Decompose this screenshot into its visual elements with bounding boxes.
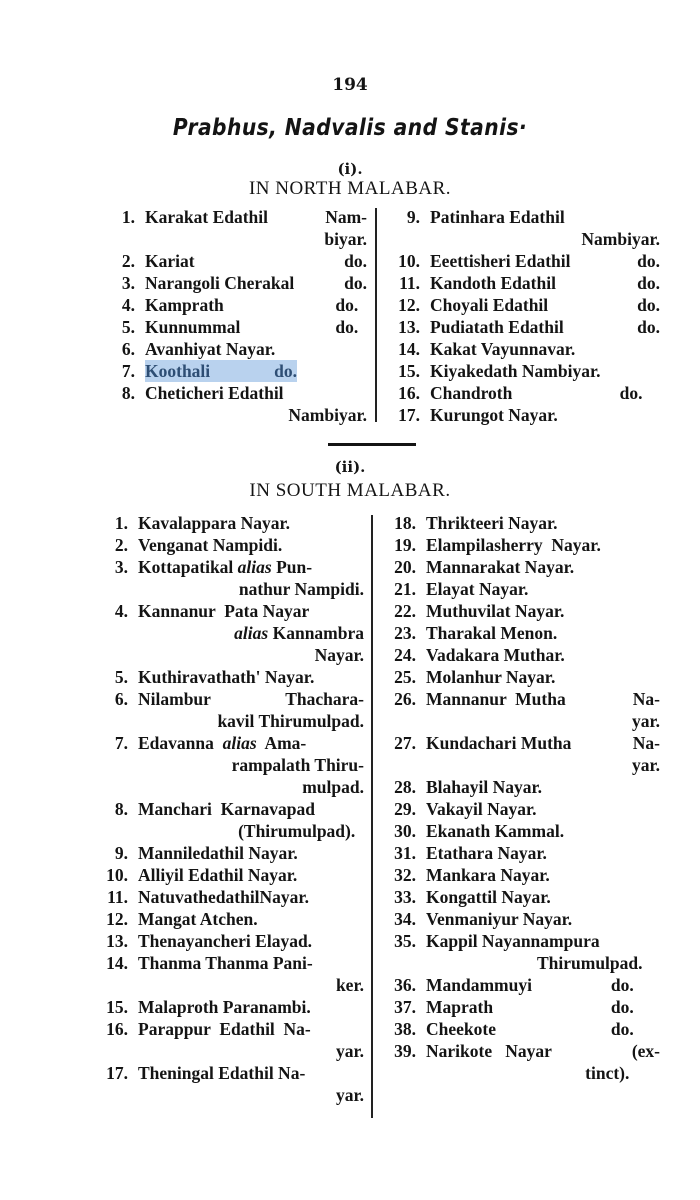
entry-name xyxy=(145,316,367,338)
entry-number: 5. xyxy=(121,317,135,337)
entry-name xyxy=(430,272,660,294)
list-entry xyxy=(380,338,660,360)
entry-number: 3. xyxy=(114,557,128,577)
entry-name xyxy=(430,316,660,338)
entry-line: Kiyakedath Nambiyar. xyxy=(430,361,601,381)
entry-line: Kuthiravathath' Nayar. xyxy=(138,667,315,687)
entry-line: Nambiyar. xyxy=(581,229,660,249)
entry-number: 6. xyxy=(114,689,128,709)
list-entry xyxy=(376,842,660,864)
entry-number: 8. xyxy=(114,799,128,819)
list-entry xyxy=(95,250,367,272)
entry-name xyxy=(426,996,660,1018)
entry-number: 14. xyxy=(106,953,128,973)
entry-line: Karakat Edathil Nam- xyxy=(145,207,367,227)
entry-line: Nayar. xyxy=(314,645,364,665)
page-number: 194 xyxy=(332,75,368,95)
entry-name xyxy=(426,600,660,622)
entry-number: 1. xyxy=(114,513,128,533)
entry-line: Theningal Edathil Na- xyxy=(138,1063,306,1083)
entry-line: Cheticheri Edathil xyxy=(145,383,284,403)
entry-line: Muthuvilat Nayar. xyxy=(426,601,565,621)
entry-line: Nambiyar. xyxy=(288,405,367,425)
entry-name xyxy=(430,404,660,426)
entry-line: Kannanur Pata Nayar xyxy=(138,601,310,621)
entry-number: 30. xyxy=(394,821,416,841)
list-entry xyxy=(95,206,367,250)
entry-name xyxy=(138,534,364,556)
list-entry xyxy=(88,864,364,886)
entry-number: 26. xyxy=(394,689,416,709)
south-section-heading: IN SOUTH MALABAR. xyxy=(249,480,451,501)
list-entry xyxy=(376,1040,660,1084)
entry-name xyxy=(138,1018,364,1062)
entry-number: 8. xyxy=(121,383,135,403)
entry-line: mulpad. xyxy=(302,777,364,797)
entry-line: Molanhur Nayar. xyxy=(426,667,556,687)
entry-number: 4. xyxy=(114,601,128,621)
entry-number: 9. xyxy=(406,207,420,227)
list-entry xyxy=(376,666,660,688)
entry-line: Kappil Nayannampura xyxy=(426,931,600,951)
entry-name xyxy=(145,382,367,426)
entry-number: 34. xyxy=(394,909,416,929)
alias-italic: alias xyxy=(234,623,269,643)
entry-name xyxy=(430,294,660,316)
entry-line: Mankara Nayar. xyxy=(426,865,550,885)
entry-number: 37. xyxy=(394,997,416,1017)
list-entry xyxy=(376,776,660,798)
list-entry xyxy=(380,206,660,250)
list-entry xyxy=(88,996,364,1018)
entry-line: NatuvathedathilNayar. xyxy=(138,887,309,907)
entry-line: Tharakal Menon. xyxy=(426,623,558,643)
entry-line: Kunnummal do. xyxy=(145,317,367,337)
entry-line: Pudiatath Edathil do. xyxy=(430,317,660,337)
entry-number: 16. xyxy=(398,383,420,403)
entry-line: Elayat Nayar. xyxy=(426,579,529,599)
entry-line: Thrikteeri Nayar. xyxy=(426,513,558,533)
entry-name xyxy=(145,360,367,382)
list-entry xyxy=(376,974,660,996)
entry-line: Venmaniyur Nayar. xyxy=(426,909,573,929)
entry-line: Parappur Edathil Na- xyxy=(138,1019,311,1039)
entry-number: 3. xyxy=(121,273,135,293)
list-entry xyxy=(88,842,364,864)
entry-number: 33. xyxy=(394,887,416,907)
entry-number: 14. xyxy=(398,339,420,359)
entry-line: ker. xyxy=(335,975,364,995)
list-entry xyxy=(380,382,660,404)
entry-name xyxy=(426,534,660,556)
entry-name xyxy=(426,1018,660,1040)
entry-number: 11. xyxy=(399,273,420,293)
entry-line: Edavanna alias Ama- xyxy=(138,733,307,753)
entry-number: 21. xyxy=(394,579,416,599)
entry-line: Alliyil Edathil Nayar. xyxy=(138,865,298,885)
entry-line: yar. xyxy=(335,1041,364,1061)
entry-line: Eeettisheri Edathil do. xyxy=(430,251,660,271)
entry-name xyxy=(145,294,367,316)
entry-name xyxy=(430,338,660,360)
list-entry xyxy=(88,930,364,952)
entry-number: 20. xyxy=(394,557,416,577)
entry-line: Thirumulpad. xyxy=(536,953,660,973)
entry-name xyxy=(145,250,367,272)
list-entry xyxy=(95,338,367,360)
list-entry xyxy=(380,316,660,338)
list-entry xyxy=(376,600,660,622)
entry-name xyxy=(138,996,364,1018)
entry-line: (Thirumulpad). xyxy=(238,821,364,841)
entry-line: yar. xyxy=(335,1085,364,1105)
entry-name xyxy=(426,578,660,600)
entry-number: 17. xyxy=(398,405,420,425)
list-entry xyxy=(88,798,364,842)
north-right-column xyxy=(380,206,660,426)
entry-number: 36. xyxy=(394,975,416,995)
list-entry xyxy=(88,1018,364,1062)
list-entry xyxy=(380,272,660,294)
list-entry xyxy=(88,534,364,556)
entry-line: Vadakara Muthar. xyxy=(426,645,565,665)
entry-name xyxy=(138,908,364,930)
south-section-number: (ii). xyxy=(334,458,366,476)
entry-line: Manniledathil Nayar. xyxy=(138,843,298,863)
entry-line: Mangat Atchen. xyxy=(138,909,258,929)
entry-line: tinct). xyxy=(585,1063,660,1083)
entry-line: Malaproth Paranambi. xyxy=(138,997,311,1017)
south-right-column xyxy=(376,512,660,1084)
entry-number: 16. xyxy=(106,1019,128,1039)
list-entry xyxy=(376,930,660,974)
entry-name xyxy=(426,688,660,732)
entry-number: 2. xyxy=(114,535,128,555)
entry-name xyxy=(138,600,364,666)
entry-name xyxy=(426,908,660,930)
entry-number: 18. xyxy=(394,513,416,533)
north-column-divider xyxy=(375,208,377,422)
list-entry xyxy=(376,732,660,776)
entry-name xyxy=(426,930,660,974)
list-entry xyxy=(95,294,367,316)
entry-number: 32. xyxy=(394,865,416,885)
entry-name xyxy=(138,666,364,688)
entry-name xyxy=(138,842,364,864)
entry-number: 7. xyxy=(114,733,128,753)
entry-number: 17. xyxy=(106,1063,128,1083)
entry-name xyxy=(138,952,364,996)
entry-number: 10. xyxy=(398,251,420,271)
entry-line: Avanhiyat Nayar. xyxy=(145,339,276,359)
entry-number: 35. xyxy=(394,931,416,951)
list-entry xyxy=(380,294,660,316)
list-entry xyxy=(376,644,660,666)
list-entry xyxy=(88,556,364,600)
entry-line: Patinhara Edathil xyxy=(430,207,565,227)
list-entry xyxy=(95,316,367,338)
entry-name xyxy=(426,864,660,886)
north-section-heading: IN NORTH MALABAR. xyxy=(248,178,452,199)
list-entry xyxy=(95,360,367,382)
entry-line: Elampilasherry Nayar. xyxy=(426,535,601,555)
entry-name xyxy=(138,798,364,842)
entry-number: 6. xyxy=(121,339,135,359)
list-entry xyxy=(376,1018,660,1040)
entry-name xyxy=(430,206,660,250)
entry-number: 2. xyxy=(121,251,135,271)
list-entry xyxy=(380,250,660,272)
entry-name xyxy=(145,206,367,250)
list-entry xyxy=(95,382,367,426)
entry-name xyxy=(430,250,660,272)
entry-line: Etathara Nayar. xyxy=(426,843,547,863)
entry-name xyxy=(426,974,660,996)
alias-italic: alias xyxy=(237,557,272,577)
list-entry xyxy=(376,886,660,908)
entry-name xyxy=(426,556,660,578)
entry-number: 11. xyxy=(107,887,128,907)
entry-line: Narangoli Cherakal do. xyxy=(145,273,367,293)
entry-number: 39. xyxy=(394,1041,416,1061)
entry-line: Nilambur Thachara- xyxy=(138,689,364,709)
entry-line: Manchari Karnavapad xyxy=(138,799,315,819)
entry-line: Mannanur Mutha Na- xyxy=(426,689,660,709)
entry-number: 29. xyxy=(394,799,416,819)
entry-name xyxy=(145,338,367,360)
entry-name xyxy=(426,886,660,908)
list-entry xyxy=(376,512,660,534)
entry-line: Mandammuyi do. xyxy=(426,975,660,995)
entry-line: Maprath do. xyxy=(426,997,660,1017)
alias-italic: alias xyxy=(222,733,257,753)
entry-line: Kandoth Edathil do. xyxy=(430,273,660,293)
list-entry xyxy=(376,864,660,886)
entry-name xyxy=(138,732,364,798)
entry-line: biyar. xyxy=(324,229,367,249)
section-rule xyxy=(328,443,416,446)
entry-line: Kariat do. xyxy=(145,251,367,271)
list-entry xyxy=(88,886,364,908)
entry-number: 13. xyxy=(106,931,128,951)
entry-name xyxy=(138,688,364,732)
list-entry xyxy=(88,908,364,930)
entry-name xyxy=(426,776,660,798)
entry-number: 28. xyxy=(394,777,416,797)
south-left-column xyxy=(88,512,364,1106)
entry-number: 9. xyxy=(114,843,128,863)
list-entry xyxy=(380,360,660,382)
list-entry xyxy=(376,688,660,732)
list-entry xyxy=(376,578,660,600)
entry-number: 25. xyxy=(394,667,416,687)
entry-name xyxy=(138,886,364,908)
entry-name xyxy=(426,512,660,534)
list-entry xyxy=(376,556,660,578)
north-left-column xyxy=(95,206,367,426)
entry-number: 22. xyxy=(394,601,416,621)
entry-line: Mannarakat Nayar. xyxy=(426,557,575,577)
entry-line: Thanma Thanma Pani- xyxy=(138,953,313,973)
entry-line: Kottapatikal alias Pun- xyxy=(138,557,313,577)
entry-number: 12. xyxy=(106,909,128,929)
list-entry xyxy=(376,996,660,1018)
entry-line: Narikote Nayar (ex- xyxy=(426,1041,660,1061)
entry-line: Kakat Vayunnavar. xyxy=(430,339,576,359)
entry-number: 12. xyxy=(398,295,420,315)
entry-number: 15. xyxy=(398,361,420,381)
entry-line: Kamprath do. xyxy=(145,295,367,315)
list-entry xyxy=(88,732,364,798)
list-entry xyxy=(380,404,660,426)
entry-name xyxy=(426,644,660,666)
entry-line xyxy=(145,360,367,382)
entry-line: Kundachari Mutha Na- xyxy=(426,733,660,753)
entry-name xyxy=(138,512,364,534)
entry-name xyxy=(426,666,660,688)
entry-name xyxy=(426,798,660,820)
entry-line: Choyali Edathil do. xyxy=(430,295,660,315)
list-entry xyxy=(88,1062,364,1106)
entry-line: Blahayil Nayar. xyxy=(426,777,543,797)
entry-number: 10. xyxy=(106,865,128,885)
entry-name xyxy=(430,360,660,382)
entry-line: alias Kannambra xyxy=(234,623,364,643)
entry-name xyxy=(426,1040,660,1084)
entry-number: 4. xyxy=(121,295,135,315)
entry-number: 24. xyxy=(394,645,416,665)
entry-number: 15. xyxy=(106,997,128,1017)
page-title: Prabhus, Nadvalis and Stanis· xyxy=(172,115,528,141)
entry-name xyxy=(426,622,660,644)
entry-number: 1. xyxy=(121,207,135,227)
entry-number: 7. xyxy=(121,361,135,381)
list-entry xyxy=(88,688,364,732)
list-entry xyxy=(88,952,364,996)
entry-number: 23. xyxy=(394,623,416,643)
list-entry xyxy=(376,908,660,930)
entry-number: 5. xyxy=(114,667,128,687)
list-entry xyxy=(95,272,367,294)
entry-line: Ekanath Kammal. xyxy=(426,821,565,841)
entry-line: Kongattil Nayar. xyxy=(426,887,551,907)
entry-name xyxy=(426,732,660,776)
entry-name xyxy=(426,820,660,842)
entry-line: yar. xyxy=(631,711,660,731)
entry-name xyxy=(426,842,660,864)
entry-line: Chandroth do. xyxy=(430,383,660,403)
entry-number: 38. xyxy=(394,1019,416,1039)
entry-line: Kavalappara Nayar. xyxy=(138,513,291,533)
list-entry xyxy=(376,798,660,820)
entry-number: 27. xyxy=(394,733,416,753)
entry-name xyxy=(430,382,660,404)
entry-line: nathur Nampidi. xyxy=(238,579,364,599)
list-entry xyxy=(88,600,364,666)
entry-line: Vakayil Nayar. xyxy=(426,799,537,819)
entry-name xyxy=(138,930,364,952)
entry-line: rampalath Thiru- xyxy=(231,755,364,775)
text-selection-highlight[interactable]: Koothali do. xyxy=(145,361,297,381)
entry-number: 31. xyxy=(394,843,416,863)
entry-line: kavil Thirumulpad. xyxy=(217,711,364,731)
entry-line: Cheekote do. xyxy=(426,1019,660,1039)
entry-line: yar. xyxy=(631,755,660,775)
entry-number: 13. xyxy=(398,317,420,337)
list-entry xyxy=(376,820,660,842)
entry-line: Venganat Nampidi. xyxy=(138,535,283,555)
entry-line: Kurungot Nayar. xyxy=(430,405,558,425)
entry-name xyxy=(138,556,364,600)
list-entry xyxy=(88,512,364,534)
entry-name xyxy=(138,1062,364,1106)
south-column-divider xyxy=(371,515,373,1118)
list-entry xyxy=(376,622,660,644)
list-entry xyxy=(376,534,660,556)
entry-name xyxy=(138,864,364,886)
entry-name xyxy=(145,272,367,294)
entry-number: 19. xyxy=(394,535,416,555)
entry-line: Thenayancheri Elayad. xyxy=(138,931,313,951)
list-entry xyxy=(88,666,364,688)
north-section-number: (i). xyxy=(337,160,363,178)
